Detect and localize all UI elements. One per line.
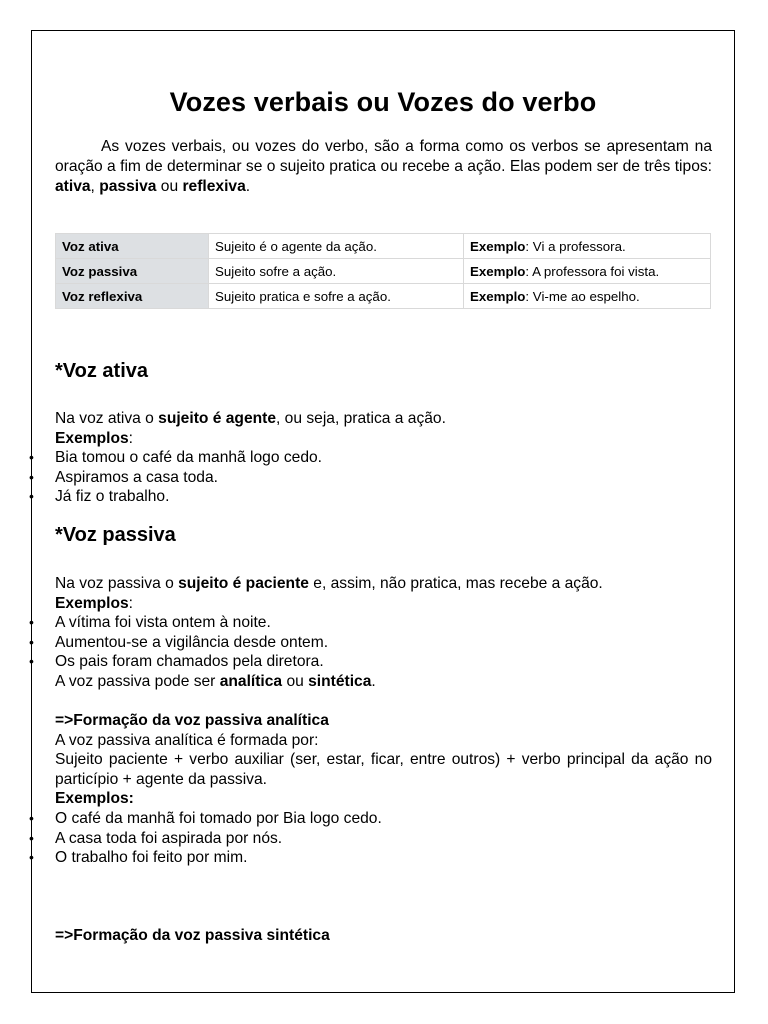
- passiva-examples-list: [55, 613, 328, 672]
- intro-end: .: [245, 178, 251, 195]
- bold-run: sujeito é paciente: [178, 575, 309, 592]
- vozes-table: [55, 233, 711, 309]
- analitica-examples-list: [55, 809, 382, 868]
- example-label: Exemplo: [470, 238, 526, 254]
- exemplos-label: Exemplos: [55, 595, 129, 612]
- heading-passiva-sintetica: [55, 926, 330, 946]
- colon: :: [128, 430, 134, 447]
- text-run: Na voz passiva o: [55, 575, 179, 592]
- text-run: ou: [282, 673, 309, 690]
- analitica-line1: A voz passiva analítica é formada por:: [55, 732, 319, 749]
- list-item: • A vítima foi vista ontem à noite.: [55, 613, 328, 633]
- voice-definition-cell: Sujeito pratica e sofre a ação.: [209, 284, 464, 309]
- bold-run: analítica: [219, 673, 283, 690]
- exemplos-label: Exemplos:: [55, 790, 134, 807]
- voice-definition-cell: Sujeito sofre a ação.: [209, 259, 464, 284]
- intro-sep: ,: [90, 178, 100, 195]
- voice-example-cell: [464, 284, 711, 309]
- voice-name-cell: Voz reflexiva: [56, 284, 209, 309]
- heading-voz-ativa: *Voz ativa: [55, 360, 148, 382]
- example-label: Exemplo: [470, 263, 526, 279]
- text-run: A voz passiva pode ser: [55, 673, 220, 690]
- passiva-paragraph: [55, 574, 603, 594]
- example-text: : Vi a professora.: [525, 238, 626, 254]
- table-row: [56, 284, 711, 309]
- text-run: .: [371, 673, 376, 690]
- heading-passiva-analitica: [55, 711, 329, 731]
- intro-text: As vozes verbais, ou vozes do verbo, são a forma como os verbos se apresentam na oração a fim de determinar se o sujeito pratica ou recebe a ação. Elas podem ser de três tipos:: [55, 138, 712, 175]
- term-passiva: passiva: [99, 178, 157, 195]
- example-label: Exemplo: [470, 288, 526, 304]
- list-item: • Aspiramos a casa toda.: [55, 468, 322, 488]
- example-text: : Vi-me ao espelho.: [525, 288, 640, 304]
- exemplos-label: Exemplos: [55, 430, 129, 447]
- passiva-tipos: [55, 672, 376, 692]
- heading-voz-passiva: *Voz passiva: [55, 524, 176, 546]
- voice-example-cell: [464, 259, 711, 284]
- text-run: e, assim, não pratica, mas recebe a ação.: [308, 575, 603, 592]
- section-heading: =>Formação da voz passiva sintética: [55, 927, 330, 944]
- colon: :: [128, 595, 134, 612]
- analitica-formula: Sujeito paciente + verbo auxiliar (ser, estar, ficar, entre outros) + verbo principal da ação no particípio + agente da passiva.: [55, 751, 712, 788]
- document-title: Vozes verbais ou Vozes do verbo: [169, 87, 597, 117]
- voice-name-cell: Voz ativa: [56, 234, 209, 259]
- document-page: [31, 30, 735, 993]
- term-ativa: ativa: [55, 178, 91, 195]
- text-run: Na voz ativa o: [55, 410, 159, 427]
- intro-sep: ou: [156, 178, 183, 195]
- list-item: • Os pais foram chamados pela diretora.: [55, 652, 328, 672]
- voice-name-cell: Voz passiva: [56, 259, 209, 284]
- list-item: • O café da manhã foi tomado por Bia logo cedo.: [55, 809, 382, 829]
- voice-definition-cell: Sujeito é o agente da ação.: [209, 234, 464, 259]
- section-heading: =>Formação da voz passiva analítica: [55, 712, 329, 729]
- intro-paragraph: [55, 137, 712, 197]
- ativa-exemplos-label: [55, 429, 133, 449]
- bold-run: sintética: [308, 673, 372, 690]
- passiva-exemplos-label: [55, 594, 133, 614]
- list-item: • O trabalho foi feito por mim.: [55, 848, 382, 868]
- table-row: [56, 234, 711, 259]
- voice-example-cell: [464, 234, 711, 259]
- list-item: • Aumentou-se a vigilância desde ontem.: [55, 633, 328, 653]
- ativa-examples-list: [55, 448, 322, 507]
- analitica-exemplos-label: [55, 789, 134, 809]
- list-item: • A casa toda foi aspirada por nós.: [55, 829, 382, 849]
- table-row: [56, 259, 711, 284]
- term-reflexiva: reflexiva: [182, 178, 246, 195]
- list-item: • Bia tomou o café da manhã logo cedo.: [55, 448, 322, 468]
- list-item: • Já fiz o trabalho.: [55, 487, 322, 507]
- ativa-paragraph: [55, 409, 446, 429]
- text-run: , ou seja, pratica a ação.: [276, 410, 446, 427]
- example-text: : A professora foi vista.: [525, 263, 660, 279]
- bold-run: sujeito é agente: [158, 410, 277, 427]
